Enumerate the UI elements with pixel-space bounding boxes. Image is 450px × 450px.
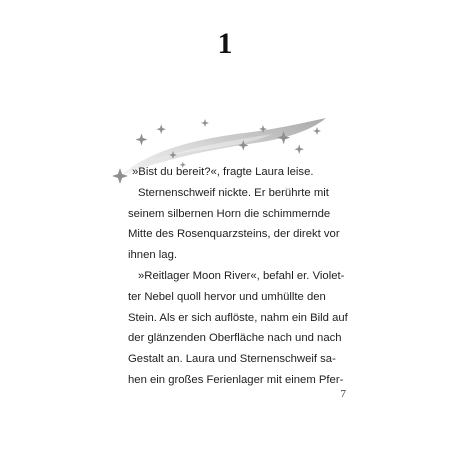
text-line: ter Nebel quoll hervor und umhüllte den xyxy=(128,290,326,303)
text-line: Mitte des Rosenquarzsteins, der direkt vor xyxy=(128,228,340,241)
text-line: Stein. Als er sich auflöste, nahm ein Bild auf xyxy=(128,311,348,324)
body-text xyxy=(128,162,348,391)
text-line: ihnen lag. xyxy=(128,249,177,262)
page-number: 7 xyxy=(340,388,346,400)
text-line: »Bist du bereit?«, fragte Laura leise. xyxy=(132,166,314,178)
text-line: seinem silbernen Horn die schimmernde xyxy=(128,207,331,220)
text-line: Gestalt an. Laura und Sternenschweif sa- xyxy=(128,353,336,366)
chapter-number: 1 xyxy=(217,27,233,60)
text-line: der glänzenden Oberfläche nach und nach xyxy=(128,332,342,345)
text-line: hen ein großes Ferienlager mit einem Pfer- xyxy=(128,373,344,386)
text-line: »Reitlager Moon River«, befahl er. Violet- xyxy=(138,269,345,282)
text-line: Sternenschweif nickte. Er berührte mit xyxy=(138,186,329,199)
